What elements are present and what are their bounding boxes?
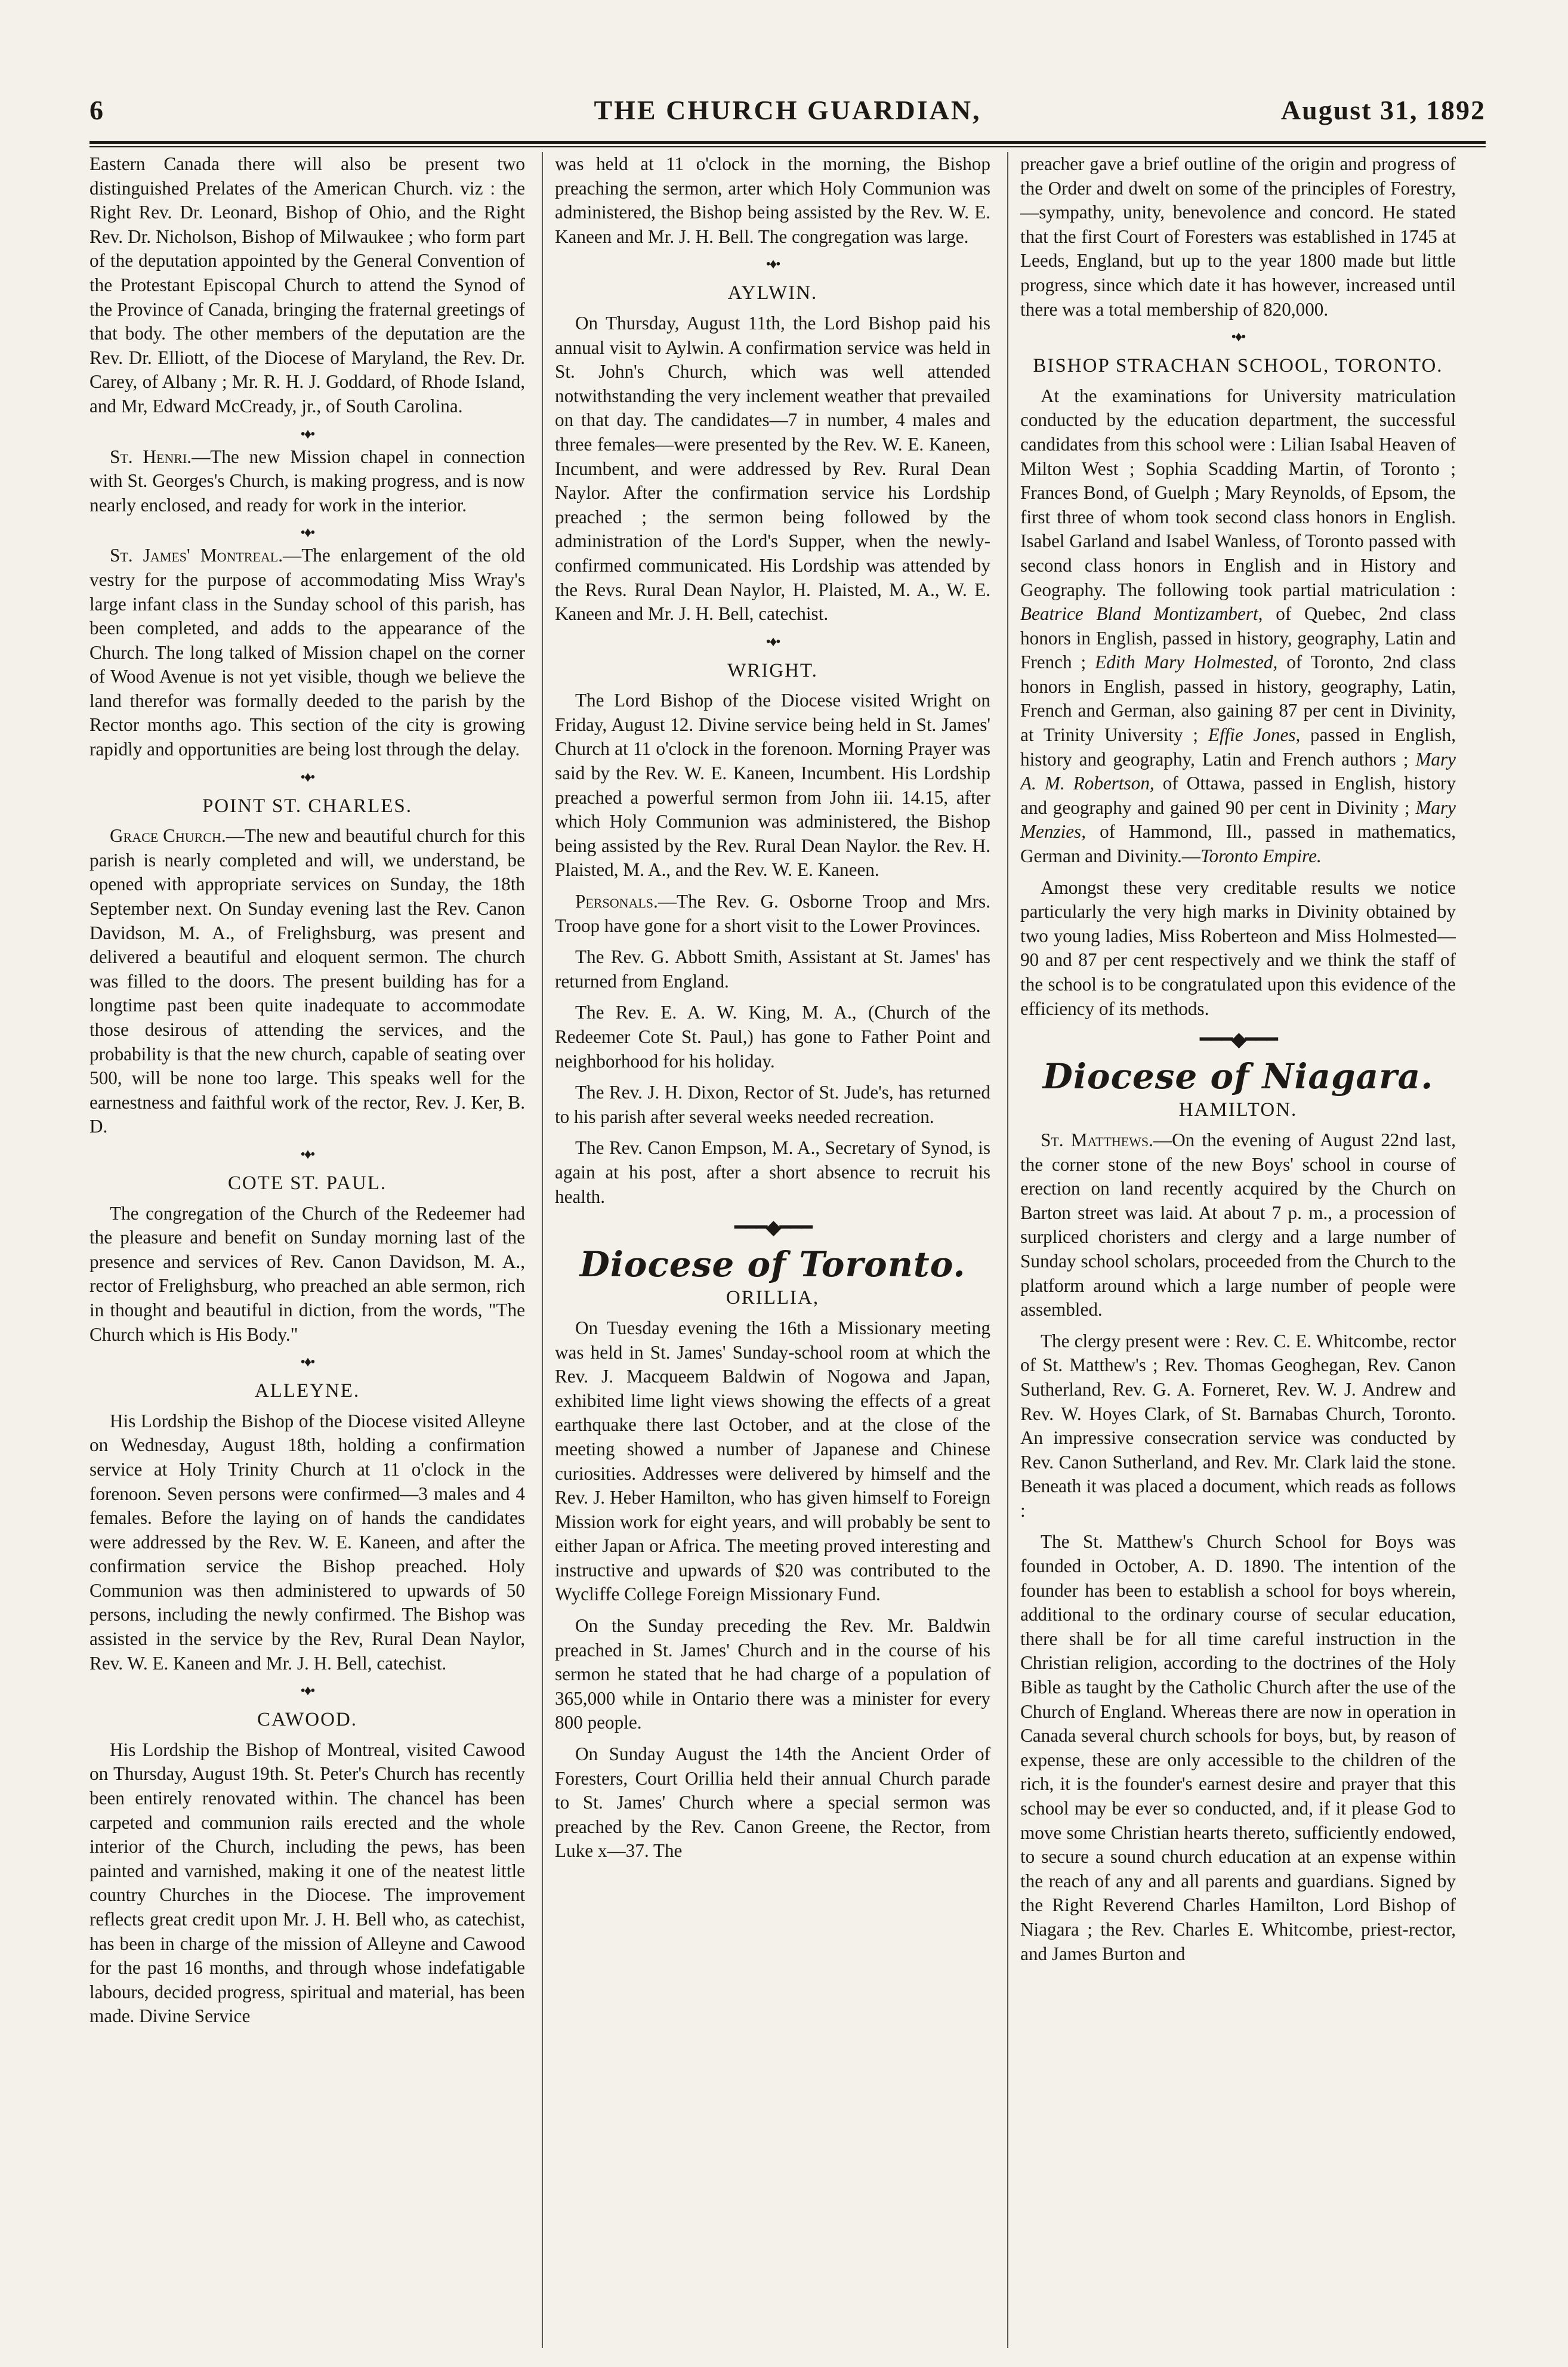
section-ornament: •♦•: [300, 1146, 314, 1162]
article-paragraph: was held at 11 o'clock in the morning, the Bishop preaching the sermon, arter which Holy Communion was administered, the Bishop being assisted by the Rev. W. E. Kaneen and Mr. J. H. Bell. The congregation was large.: [555, 153, 990, 247]
article-paragraph: [89, 824, 525, 1139]
section-heading: ALLEYNE.: [254, 1380, 360, 1402]
article-paragraph: The Rev. Canon Empson, M. A., Secretary of Synod, is again at his post, after a short absence to recruit his health.: [555, 1137, 990, 1207]
article-paragraph: [555, 890, 990, 938]
paragraph-text: —The enlargement of the old vestry for the purpose of accommodating Miss Wray's large infant class in the Sunday school of this parish, has been completed, and adds to the appearance of the Church. The long talked of Mission chapel on the corner of Wood Avenue is not yet visible, though we believe the land therefor was formally deeded to the parish by the Rector months ago. This section of the city is growing rapidly and opportunities are being lost through the delay.: [89, 545, 525, 760]
paragraph-lead: St. Matthews.: [1041, 1129, 1153, 1150]
paragraph-lead: St. Henri.: [110, 446, 192, 467]
article-paragraph: On Sunday August the 14th the Ancient Order of Foresters, Court Orillia held their annual Church parade to St. James' Church where a special sermon was preached by the Rev. Canon Greene, the Rector, from Luke x—37. The: [555, 1743, 990, 1862]
candidate-name: Mary A. M. Robertson,: [1020, 748, 1456, 794]
paragraph-text: —On the evening of August 22nd last, the corner stone of the new Boys' school in course of erection on land recently acquired by the Church on Barton street was laid. At about 7 p. m., a procession of surpliced choristers and clergy and a large number of Sunday school scholars, proceeded from the Church to the platform around which a large number of people were assembled.: [1020, 1129, 1456, 1320]
section-ornament: •♦•: [1231, 329, 1245, 345]
masthead: [89, 94, 1486, 136]
article-paragraph: preacher gave a brief outline of the origin and progress of the Order and dwelt on some of the principles of Forestry,—sympathy, unity, benevolence and concord. He stated that the first Court of Foresters was established in 1745 at Leeds, England, but up to the year 1800 made but little progress, since which date it has however, increased until there was a total membership of 820,000.: [1020, 153, 1456, 320]
paragraph-text: passed in English, history and geography, Latin and French authors ;: [1020, 724, 1456, 770]
section-heading: POINT ST. CHARLES.: [202, 795, 412, 817]
paragraph-text: At the examinations for University matriculation conducted by the education department, the successful candidates from this school were : Lilian Isabal Heaven of Milton West ; Sophia Scadding Martin, of Toronto ; Frances Bond, of Guelph ; Mary Reynolds, of Epsom, the first three of whom took second class honors in English. Isabel Garland and Isabel Wanless, of Toronto passed with second class honors in English and in History and Geography. The following took partial matriculation :: [1020, 385, 1456, 600]
section-ornament: •♦•: [766, 634, 780, 650]
paragraph-text: —The Rev. G. Osborne Troop and Mrs. Troop have gone for a short visit to the Lower Provinces.: [555, 891, 990, 936]
section-ornament: •♦•: [766, 257, 780, 273]
paragraph-text: —The new Mission chapel in connection with St. Georges's Church, is making progress, and is now nearly enclosed, and ready for work in the interior.: [89, 446, 525, 516]
column-3: [1020, 152, 1456, 2348]
section-heading: AYLWIN.: [727, 282, 818, 304]
page-number: 6: [89, 95, 103, 125]
section-heading: COTE ST. PAUL.: [227, 1172, 387, 1194]
section-heading: CAWOOD.: [257, 1709, 358, 1731]
paragraph-text: of Quebec, 2nd class honors in English, passed in history, geography, Latin and French ;: [1020, 603, 1456, 673]
article-paragraph: Amongst these very creditable results we notice particularly the very high marks in Divinity obtained by two young ladies, Miss Roberteon and Miss Holmested—90 and 87 per cent respectively and we think the staff of the school is to be congratulated upon this evidence of the efficiency of its methods.: [1020, 877, 1456, 1019]
article-paragraph: [1020, 384, 1456, 869]
article-paragraph: The Rev. G. Abbott Smith, Assistant at St. James' has returned from England.: [555, 946, 990, 992]
article-paragraph: His Lordship the Bishop of the Diocese visited Alleyne on Wednesday, August 18th, holding a confirmation service at Holy Trinity Church at 11 o'clock in the forenoon. Seven persons were confirmed—3 males and 4 females. Before the laying on of hands the candidates were addressed by the Rev. W. E. Kaneen, and after the confirmation service the Bishop preached. Holy Communion was then administered to upwards of 50 persons, including the newly confirmed. The Bishop was assisted in the service by the Rev, Rural Dean Naylor, Rev. W. E. Kaneen and Mr. J. H. Bell, catechist.: [89, 1410, 525, 1674]
diocese-heading: Diocese of Toronto.: [579, 1243, 966, 1285]
article-paragraph: On Thursday, August 11th, the Lord Bishop paid his annual visit to Aylwin. A confirmation service was held in St. John's Church, which was well attended notwithstanding the very inclement weather that prevailed on that day. The candidates—7 in number, 4 males and three females—were presented by the Rev. W. E. Kaneen, Incumbent, and were addressed by Rev. Rural Dean Naylor. After the confirmation service his Lordship preached ; the sermon being followed by the administration of the Lord's Supper, when the newly-confirmed communicated. His Lordship was attended by the Revs. Rural Dean Naylor, H. Plaisted, M. A., W. E. Kaneen and Mr. J. H. Bell, catechist.: [555, 312, 990, 625]
article-paragraph: The Rev. J. H. Dixon, Rector of St. Jude's, has returned to his parish after several weeks needed recreation.: [555, 1082, 990, 1127]
section-ornament: •♦•: [300, 525, 314, 541]
article-paragraph: [89, 445, 525, 518]
candidate-name: Effie Jones,: [1208, 724, 1301, 746]
paragraph-text: of Hammond, Ill., passed in mathematics, German and Divinity.—: [1020, 821, 1456, 867]
column-divider: [542, 152, 543, 2348]
candidate-name: Edith Mary Holmested,: [1095, 652, 1278, 673]
paragraph-text: —The new and beautiful church for this parish is nearly completed and will, we understand, be opened with appropriate services on Sunday, the 18th September next. On Sunday evening last the Rev. Canon Davidson, M. A., of Frelighsburg, was present and delivered a beautiful and eloquent sermon. The church was filled to the doors. The present building has for a longtime past been quite inadequate to accommodate those desirous of attending the services, and the probability is that the new church, capable of seating over 500, will be none too large. This speaks well for the earnestness and faithful work of the rector, Rev. J. Ker, B. D.: [89, 825, 525, 1137]
paragraph-lead: St. James' Montreal.: [110, 545, 283, 566]
article-paragraph: The clergy present were : Rev. C. E. Whitcombe, rector of St. Matthew's ; Rev. Thomas Geoghegan, Rev. Canon Sutherland, Rev. G. A. Forneret, Rev. W. J. Andrew and Rev. W. Hoyes Clark, of St. Barnabas Church, Toronto. An impressive consecration service was conducted by Rev. Canon Sutherland, and Rev. Mr. Clark laid the stone. Beneath it was placed a document, which reads as follows :: [1020, 1330, 1456, 1521]
section-heading: WRIGHT.: [727, 659, 818, 681]
section-ornament: •♦•: [300, 769, 314, 785]
section-heading: HAMILTON.: [1178, 1099, 1298, 1121]
column-1: [89, 152, 525, 2348]
article-paragraph: The Rev. E. A. W. King, M. A., (Church of the Redeemer Cote St. Paul,) has gone to Father Point and neighborhood for his holiday.: [555, 1002, 990, 1072]
column-divider: [1007, 152, 1008, 2348]
article-paragraph: [89, 544, 525, 761]
paragraph-lead: Grace Church.: [110, 825, 226, 847]
article-paragraph: The St. Matthew's Church School for Boys was founded in October, A. D. 1890. The intention of the founder has been to establish a school for boys wherein, additional to the ordinary course of secular education, there shall be for all time careful instruction in the Christian religion, according to the doctrines of the Holy Bible as taught by the Catholic Church after the use of the Church of England. Whereas there are now in operation in Canada several church schools for boys, but, by reason of expense, these are only accessible to the children of the rich, it is the founder's earnest desire and prayer that this school may be ever so conducted, and, if it please God to move some Christian hearts thereto, sufficiently endowed, to secure a sound church education at an expense within the reach of any and all parents and guardians. Signed by the Right Reverend Charles Hamilton, Lord Bishop of Niagara ; the Rev. Charles E. Whitcombe, priest-rector, and James Burton and: [1020, 1531, 1456, 1964]
masthead-rule: [89, 141, 1486, 144]
article-paragraph: [1020, 1128, 1456, 1322]
article-paragraph: The Lord Bishop of the Diocese visited Wright on Friday, August 12. Divine service being held in St. James' Church at 11 o'clock in the forenoon. Morning Prayer was said by the Rev. W. E. Kaneen, Incumbent. His Lordship preached a powerful sermon from John iii. 14.15, after which Holy Communion was administered, the Bishop being assisted by the Rev. Rural Dean Naylor. the Rev. H. Plaisted, M. A., and the Rev. W. E. Kaneen.: [555, 690, 990, 881]
section-ornament: •♦•: [300, 1683, 314, 1699]
section-heading: ORILLIA,: [726, 1287, 820, 1309]
article-paragraph: Eastern Canada there will also be present two distinguished Prelates of the American Church. viz : the Right Rev. Dr. Leonard, Bishop of Ohio, and the Right Rev. Dr. Nicholson, Bishop of Milwaukee ; who form part of the deputation appointed by the General Convention of the Protestant Episcopal Church to attend the Synod of the Province of Canada, bringing the fraternal greetings of that body. The other members of the deputation are the Rev. Dr. Elliott, of the Diocese of Maryland, the Rev. Dr. Carey, of Albany ; Mr. R. H. J. Goddard, of Rhode Island, and Mr, Edward McCready, jr., of South Carolina.: [89, 153, 525, 416]
candidate-name: Mary Menzies,: [1020, 797, 1456, 843]
paragraph-lead: Personals.: [575, 891, 658, 912]
source-credit: Toronto Empire.: [1200, 845, 1322, 867]
section-heading: BISHOP STRACHAN SCHOOL, TORONTO.: [1033, 355, 1443, 377]
section-ornament: •♦•: [300, 426, 314, 442]
newspaper-title: THE CHURCH GUARDIAN,: [594, 95, 981, 125]
article-paragraph: His Lordship the Bishop of Montreal, visited Cawood on Thursday, August 19th. St. Peter's Church has recently been entirely renovated within. The chancel has been carpeted and communion rails erected and the whole interior of the Church, including the pews, has been painted and varnished, making it one of the neatest little country Churches in the Diocese. The improvement reflects great credit upon Mr. J. H. Bell who, as catechist, has been in charge of the mission of Alleyne and Cawood for the past 16 months, and through whose indefatigable labours, decided progress, spiritual and material, has been made. Divine Service: [89, 1739, 525, 2027]
paragraph-text: of Ottawa, passed in English, history and geography and gained 90 per cent in Divinity ;: [1020, 773, 1456, 818]
article-paragraph: On Tuesday evening the 16th a Missionary meeting was held in St. James' Sunday-school room at which the Rev. J. Macqueem Baldwin of Nogowa and Japan, exhibited lime light views showing the effects of a great earthquake there last October, and at the close of the meeting showed a number of Japanese and Chinese curiosities. Addresses were delivered by himself and the Rev. J. Heber Hamilton, who has given himself to Foreign Mission work for eight years, and will probably be sent to either Japan or Africa. The meeting proved interesting and instructive and upwards of $20 was contributed to the Wycliffe College Foreign Missionary Fund.: [555, 1317, 990, 1605]
article-paragraph: On the Sunday preceding the Rev. Mr. Baldwin preached in St. James' Church and in the course of his sermon he stated that he had charge of a population of 365,000 while in Ontario there was a minister for every 800 people.: [555, 1615, 990, 1733]
candidate-name: Beatrice Bland Montizambert,: [1020, 603, 1263, 625]
masthead-rule-thin: [89, 146, 1486, 147]
section-ornament: •♦•: [300, 1354, 314, 1371]
article-paragraph: The congregation of the Church of the Redeemer had the pleasure and benefit on Sunday morning last of the presence and services of Rev. Canon Davidson, M. A., rector of Frelighsburg, who preached an able sermon, rich in thought and beautiful in diction, from the words, "The Church which is His Body.": [89, 1202, 525, 1345]
section-ornament-large: ━━━◆━━━: [734, 1217, 811, 1239]
section-ornament-large: ━━━◆━━━: [1200, 1029, 1276, 1051]
paragraph-text: of Toronto, 2nd class honors in English, passed in history, geography, Latin, French and German, also gaining 87 per cent in Divinity, at Trinity University ;: [1020, 652, 1456, 746]
column-2: [555, 152, 990, 2348]
issue-date: August 31, 1892: [1280, 95, 1486, 125]
diocese-heading: Diocese of Niagara.: [1042, 1056, 1434, 1097]
